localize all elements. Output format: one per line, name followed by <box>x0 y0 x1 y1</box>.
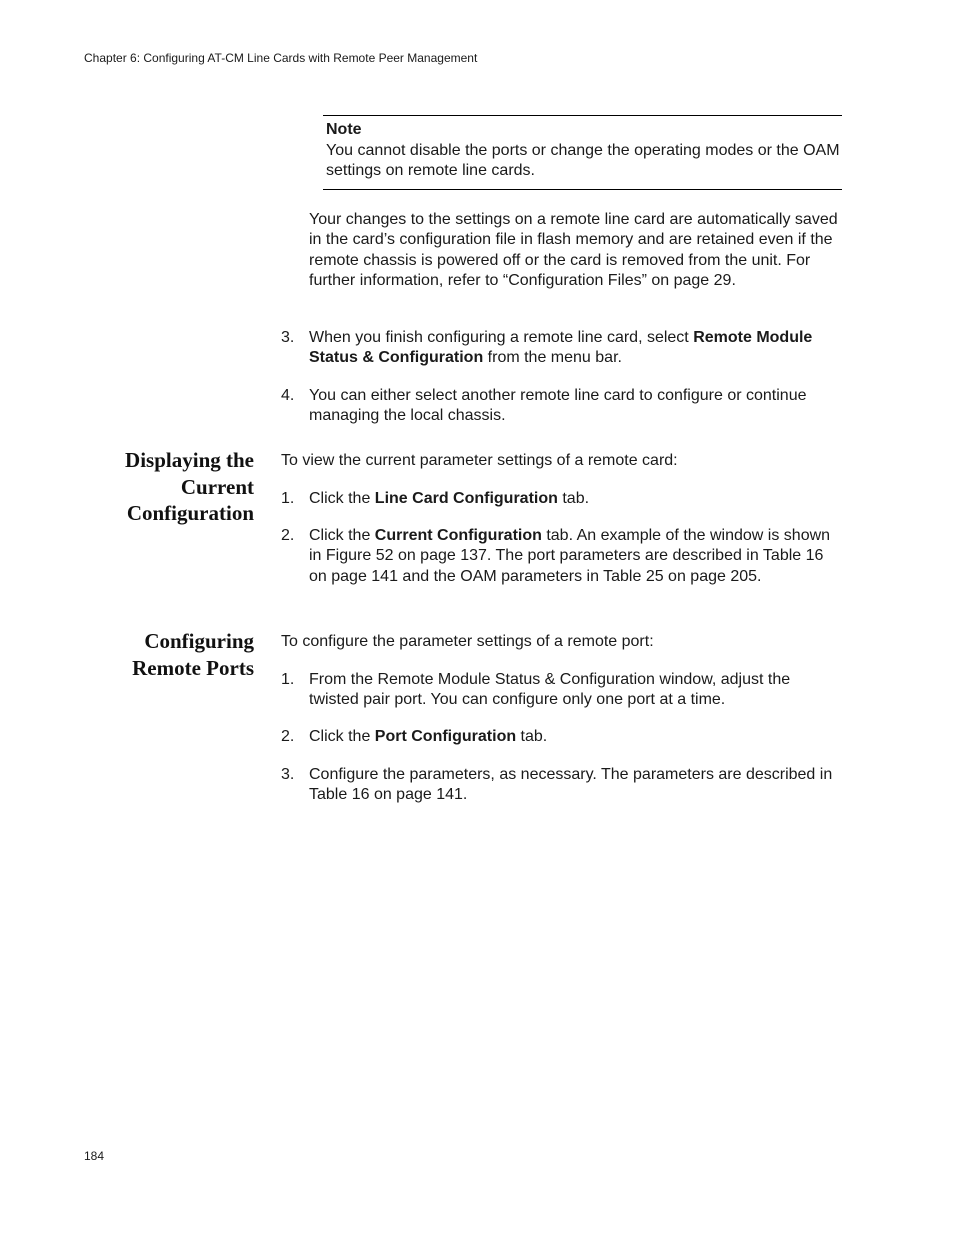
note-body: You cannot disable the ports or change the operating modes or the OAM settings on remote line cards. <box>326 142 840 179</box>
heading-line: Configuring <box>144 629 254 653</box>
step-bold-text: Remote Module Status & Configuration <box>309 329 813 367</box>
step-bold-text: Port Configuration <box>374 728 517 745</box>
section-intro: To configure the parameter settings of a remote port: <box>281 633 654 650</box>
step-bold-text: Line Card Configuration <box>374 490 558 507</box>
heading-line: Configuration <box>126 501 254 525</box>
section-heading-displaying-current-configuration <box>74 447 254 527</box>
step-text: from the menu bar. <box>483 349 622 367</box>
step-text: Click the <box>309 728 375 745</box>
step-number: 1. <box>281 490 295 507</box>
section-heading-configuring-remote-ports <box>74 628 254 681</box>
step-text: tab. An example of the window is shown in Figure 52 on page 137. The port parameters are described in Table 16 on page 141 and the OAM parameters in Table 25 on page 205. <box>309 527 831 585</box>
note-box <box>323 115 842 190</box>
step-number: 2. <box>281 728 295 745</box>
heading-line: Current <box>180 474 254 499</box>
step-text: tab. <box>557 490 590 507</box>
intro-paragraph: Your changes to the settings on a remote line card are automatically saved in the card’s configuration file in flash memory and are retained even if the remote chassis is powered off or the card is removed from the unit. For further information, refer to “Configuration Files” on page 29. <box>309 211 838 290</box>
step-number: 3. <box>281 766 295 783</box>
heading-line: Displaying the <box>125 448 254 472</box>
heading-line: Remote Ports <box>132 655 254 680</box>
running-header: Chapter 6: Configuring AT-CM Line Cards with Remote Peer Management <box>84 51 478 65</box>
page-number: 184 <box>84 1149 105 1163</box>
note-title: Note <box>326 121 362 138</box>
step-number: 4. <box>281 387 295 404</box>
step-text: When you finish configuring a remote line card, select <box>309 329 694 346</box>
step-text: Configure the parameters, as necessary. The parameters are described in Table 16 on page 141. <box>309 766 833 804</box>
step-text: tab. <box>516 728 548 745</box>
step-text: You can either select another remote line card to configure or continue managing the local chassis. <box>309 387 807 425</box>
step-text: Click the <box>309 527 375 544</box>
step-text: Click the <box>309 490 375 507</box>
step-bold-text: Current Configuration <box>374 527 542 544</box>
step-number: 2. <box>281 527 295 544</box>
step-text: From the Remote Module Status & Configuration window, adjust the twisted pair port. You can configure only one port at a time. <box>309 671 791 709</box>
step-number: 3. <box>281 329 295 346</box>
step-number: 1. <box>281 671 295 688</box>
section-intro: To view the current parameter settings of a remote card: <box>281 452 678 469</box>
